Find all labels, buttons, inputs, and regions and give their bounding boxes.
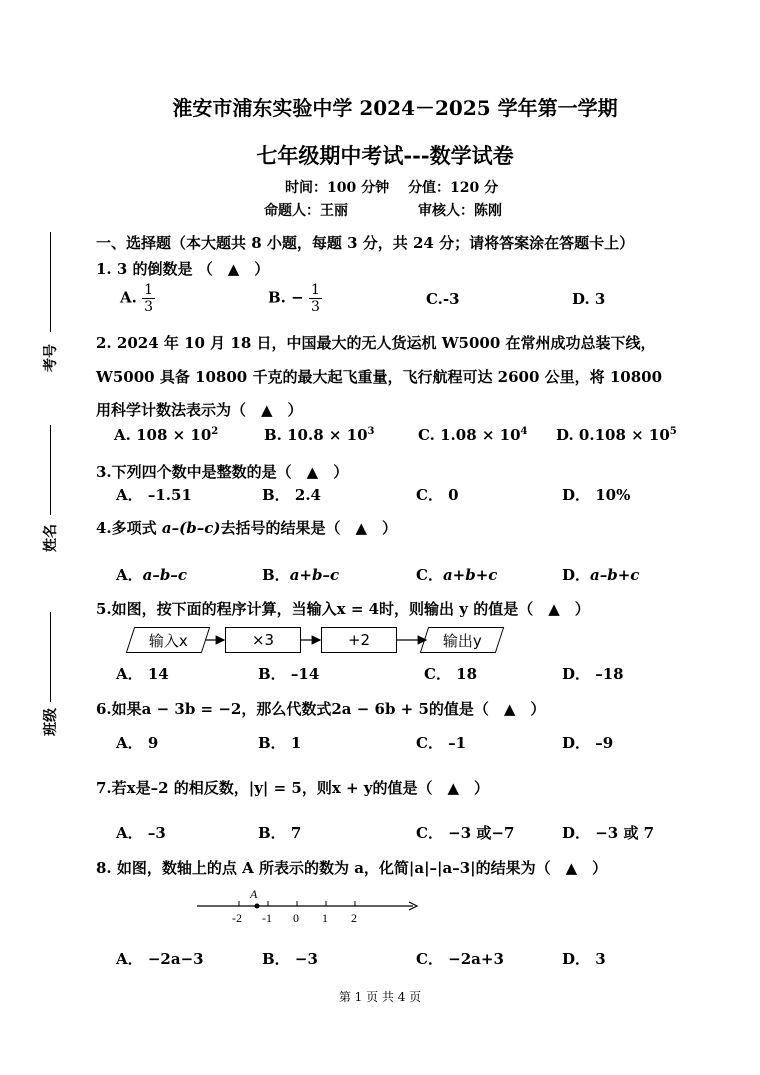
q6-option-d: D． –9 xyxy=(562,734,614,752)
tick-label: 0 xyxy=(293,911,299,925)
number-line xyxy=(195,880,425,925)
tick-label: 1 xyxy=(322,911,328,925)
q2-line1: 2. 2024 年 10 月 18 日，中国最大的无人货运机 W5000 在常州成功总装下线， xyxy=(96,334,656,352)
q3-option-d: D． 10% xyxy=(562,486,631,504)
q1-option-b: B. − $\frac{1}{3}$ xyxy=(268,282,320,315)
q5-option-b: B． –14 xyxy=(258,665,320,683)
q1-stem: 1. 3 的倒数是 （ ▲ ） xyxy=(96,260,270,278)
q8-option-b: B． −3 xyxy=(262,950,318,968)
q2-option-a: A. $108 \times 10^2$ xyxy=(114,426,219,444)
q8-option-d: D． 3 xyxy=(562,950,606,968)
q2-line2: W5000 具备 10800 千克的最大起飞重量，飞行航程可达 2600 公里，将 10800 xyxy=(96,368,663,386)
q2-option-d: D. $0.108 \times 10^5$ xyxy=(556,426,677,444)
q7-stem: 7.若x是–2 的相反数，|y| = 5，则x + y的值是（ ▲ ） xyxy=(96,779,490,797)
q7-option-a: A． –3 xyxy=(116,824,166,842)
q8-option-a: A． −2a−3 xyxy=(116,950,204,968)
q3-option-c: C． 0 xyxy=(416,486,459,504)
q8-option-c: C． −2a+3 xyxy=(416,950,504,968)
q7-option-d: D． −3 或 7 xyxy=(562,824,655,842)
flow-input-box: 输入x xyxy=(126,627,210,653)
flow-output-box: 输出y xyxy=(420,627,504,653)
time-info: 时间：100 分钟 分值：120 分 xyxy=(285,180,499,196)
q2-line3: 用科学计数法表示为（ ▲ ） xyxy=(96,401,303,419)
tick-label: 2 xyxy=(351,911,357,925)
tick-label: -2 xyxy=(232,911,242,925)
q5-option-c: C． 18 xyxy=(424,665,478,683)
point-a-label: A xyxy=(250,887,258,901)
flow-times-box: ×3 xyxy=(225,627,301,653)
q4-stem: 4.多项式 a–(b–c)去括号的结果是（ ▲ ） xyxy=(96,519,397,537)
q8-stem: 8. 如图，数轴上的点 A 所表示的数为 a，化简|a|–|a–3|的结果为（ ▲ ） xyxy=(96,859,608,877)
fraction: $\frac{1}{3}$ xyxy=(310,282,320,315)
section-heading: 一、选择题（本大题共 8 小题，每题 3 分，共 24 分；请将答案涂在答题卡上） xyxy=(96,234,635,252)
q5-stem: 5.如图，按下面的程序计算，当输入x = 4时，则输出 y 的值是（ ▲ ） xyxy=(96,600,590,618)
q4-option-d: D．a–b+c xyxy=(562,566,640,584)
tick-label: -1 xyxy=(262,911,272,925)
q4-option-b: B．a+b–c xyxy=(262,566,340,584)
fraction: $\frac{1}{3}$ xyxy=(144,282,154,315)
q3-stem: 3.下列四个数中是整数的是（ ▲ ） xyxy=(96,463,349,481)
q7-option-b: B． 7 xyxy=(258,824,302,842)
q4-option-c: C．a+b+c xyxy=(416,566,498,584)
flow-plus-box: +2 xyxy=(321,627,397,653)
q6-option-a: A． 9 xyxy=(116,734,159,752)
sidebar-line-class xyxy=(50,612,51,702)
q5-option-d: D． –18 xyxy=(562,665,624,683)
sidebar-exam-no-label: 考号 xyxy=(43,344,59,372)
exam-title: 七年级期中考试---数学试卷 xyxy=(256,143,514,168)
sidebar-name-label: 姓名 xyxy=(43,524,59,552)
reviewer: 审核人：陈刚 xyxy=(418,203,502,219)
q2-option-b: B. $10.8 \times 10^3$ xyxy=(264,426,375,444)
sidebar-line-exam-no xyxy=(50,232,51,332)
point-a-marker xyxy=(255,904,260,909)
sidebar-class-label: 班级 xyxy=(43,708,59,736)
author: 命题人：王丽 xyxy=(264,203,348,219)
q3-option-b: B． 2.4 xyxy=(262,486,321,504)
q4-option-a: A．a–b–c xyxy=(116,566,187,584)
q1-option-c: C.-3 xyxy=(426,290,460,308)
school-title: 淮安市浦东实验中学 2024－2025 学年第一学期 xyxy=(172,96,618,120)
q5-option-a: A． 14 xyxy=(116,665,169,683)
q7-option-c: C． −3 或−7 xyxy=(416,824,515,842)
page-footer: 第 1 页 共 4 页 xyxy=(338,990,422,1004)
q1-option-d: D. 3 xyxy=(572,290,606,308)
sidebar-line-name xyxy=(50,425,51,515)
flow-arrows xyxy=(200,627,440,653)
q6-stem: 6.如果a − 3b = −2，那么代数式2a − 6b + 5的值是（ ▲ ） xyxy=(96,700,546,718)
q2-option-c: C. $1.08 \times 10^4$ xyxy=(418,426,528,444)
q1-option-a: A. $\frac{1}{3}$ xyxy=(120,282,154,315)
q6-option-c: C． –1 xyxy=(416,734,467,752)
q6-option-b: B． 1 xyxy=(258,734,302,752)
q3-option-a: A． –1.51 xyxy=(116,486,192,504)
